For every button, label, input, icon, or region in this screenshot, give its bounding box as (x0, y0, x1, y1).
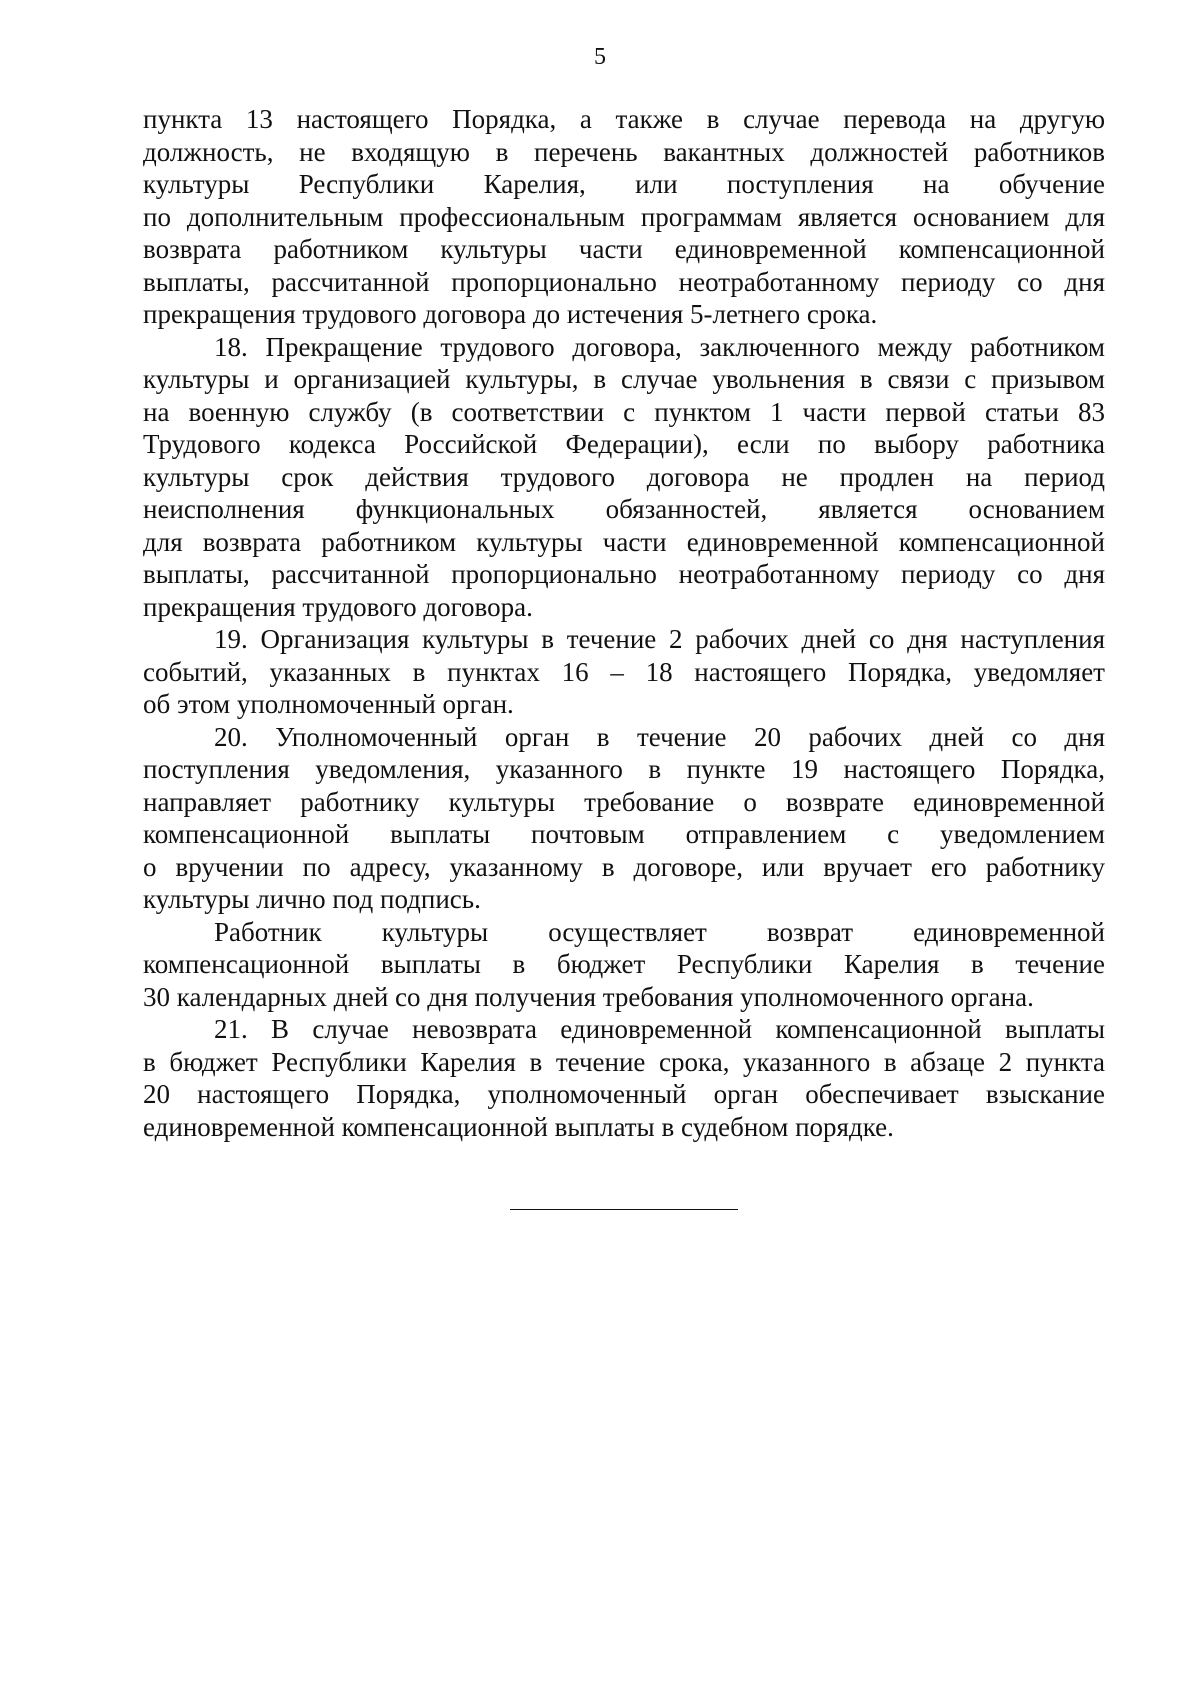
paragraph-20-part-2-start: Работник культуры осуществляет возврат единовременной (214, 916, 1105, 947)
text-line: об этом уполномоченный орган. (143, 689, 514, 719)
text-line: прекращения трудового договора. (143, 591, 533, 622)
text-line: возврата работником культуры части единовременной компенсационной (143, 234, 1105, 264)
paragraph-19-start: 19. Организация культуры в течение 2 рабочих дней со дня наступления (214, 624, 1105, 654)
text-line: 20 настоящего Порядка, уполномоченный орган обеспечивает взыскание (143, 1079, 1105, 1109)
text-line: поступления уведомления, указанного в пункте 19 настоящего Порядка, (143, 754, 1105, 784)
text-line: направляет работнику культуры требование о возврате единовременной (143, 786, 1105, 817)
paragraph-20-start: 20. Уполномоченный орган в течение 20 рабочих дней со дня (214, 721, 1105, 752)
text-line: неисполнения функциональных обязанностей, является основанием (143, 494, 1105, 524)
text-line: культуры Республики Карелия, или поступления на обучение (143, 169, 1105, 199)
text-line: культуры лично под подпись. (143, 884, 481, 914)
text-line: прекращения трудового договора до истечения 5-летнего срока. (143, 299, 878, 329)
text-line: пункта 13 настоящего Порядка, а также в случае перевода на другую (143, 104, 1105, 134)
text-line: компенсационной выплаты почтовым отправлением с уведомлением (143, 819, 1105, 849)
text-line: культуры срок действия трудового договора не продлен на период (143, 461, 1105, 492)
text-line: по дополнительным профессиональным программам является основанием для (143, 201, 1105, 232)
text-line: для возврата работником культуры части единовременной компенсационной (143, 526, 1105, 557)
text-line: на военную службу (в соответствии с пунктом 1 части первой статьи 83 (143, 396, 1105, 427)
text-line: событий, указанных в пунктах 16 – 18 настоящего Порядка, уведомляет (143, 656, 1105, 687)
text-line: 30 календарных дней со дня получения требования уполномоченного органа. (143, 981, 1034, 1012)
text-line: Трудового кодекса Российской Федерации), если по выбору работника (143, 429, 1105, 459)
text-line: культуры и организацией культуры, в случае увольнения в связи с призывом (143, 364, 1105, 394)
text-line: в бюджет Республики Карелия в течение срока, указанного в абзаце 2 пункта (143, 1046, 1105, 1077)
text-line: компенсационной выплаты в бюджет Республики Карелия в течение (143, 949, 1105, 979)
text-line: выплаты, рассчитанной пропорционально неотработанному периоду со дня (143, 266, 1105, 297)
paragraph-18-start: 18. Прекращение трудового договора, заключенного между работником (214, 331, 1105, 362)
page-number: 5 (594, 44, 606, 70)
end-of-document-rule (510, 1209, 738, 1210)
text-line: выплаты, рассчитанной пропорционально неотработанному периоду со дня (143, 559, 1105, 589)
document-body (143, 103, 1105, 1143)
paragraph-21-start: 21. В случае невозврата единовременной компенсационной выплаты (214, 1014, 1105, 1044)
text-line: должность, не входящую в перечень вакантных должностей работников (143, 136, 1105, 167)
text-line: о вручении по адресу, указанному в договоре, или вручает его работнику (143, 851, 1105, 882)
text-line: единовременной компенсационной выплаты в судебном порядке. (143, 1111, 894, 1142)
